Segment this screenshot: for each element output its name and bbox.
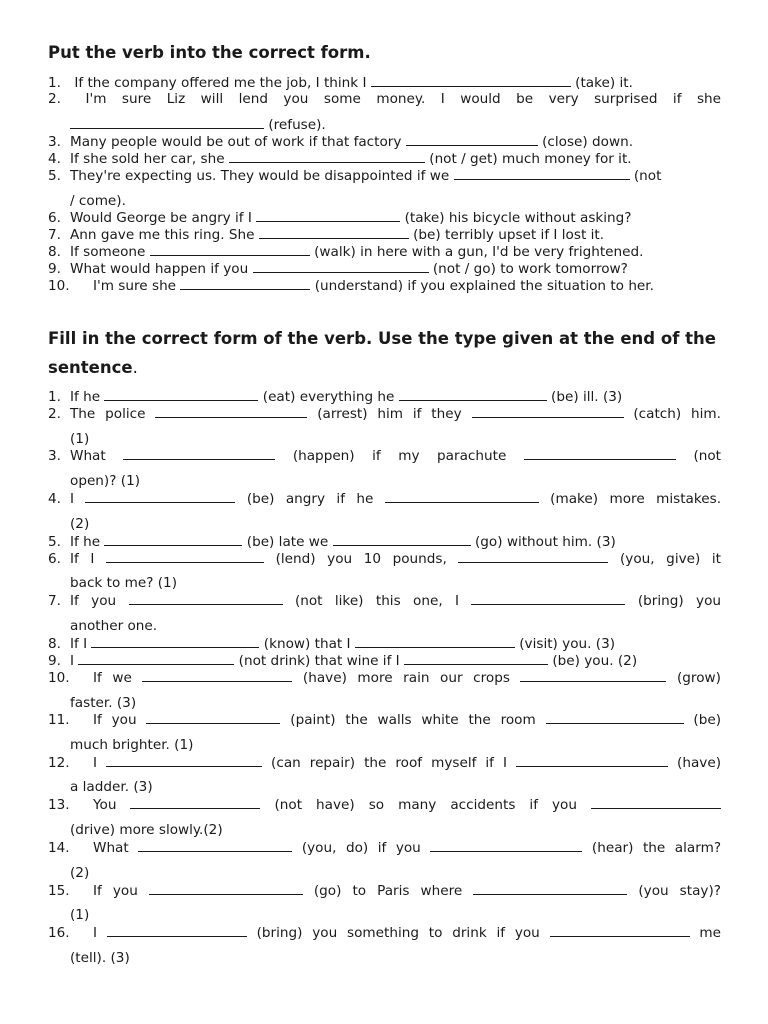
answer-blank[interactable] (471, 592, 625, 605)
list-item-continued: (1) (70, 907, 90, 923)
answer-blank[interactable] (516, 754, 668, 767)
list-item-continued: (tell). (3) (70, 950, 130, 966)
list-item-continued: (1) (70, 431, 90, 447)
answer-blank[interactable] (473, 882, 627, 895)
answer-blank[interactable] (591, 796, 721, 809)
list-item-continued: (refuse). (70, 116, 721, 134)
answer-blank[interactable] (259, 226, 409, 239)
list-item-continued: (2) (70, 865, 90, 881)
answer-blank[interactable] (150, 243, 310, 256)
list-item-continued: back to me? (1) (70, 575, 177, 591)
list-item: 2. I'm sure Liz will lend you some money. I would be very surprised if she (48, 91, 721, 107)
answer-blank[interactable] (404, 652, 548, 665)
answer-blank[interactable] (142, 669, 292, 682)
list-item: 5. They're expecting us. They would be disappointed if we (not (48, 168, 662, 184)
section1-title: Put the verb into the correct form. (48, 43, 371, 62)
list-item: 3. What (happen) if my parachute (not (48, 448, 722, 464)
answer-blank[interactable] (149, 882, 303, 895)
list-item: 12. I (can repair) the roof myself if I (have) (48, 755, 721, 771)
answer-blank[interactable] (333, 533, 471, 546)
list-item: 1. If the company offered me the job, I think I (take) it. (48, 75, 633, 91)
answer-blank[interactable] (123, 447, 275, 460)
answer-blank[interactable] (78, 652, 234, 665)
list-item-continued: (2) (70, 516, 90, 532)
answer-blank[interactable] (107, 924, 247, 937)
answer-blank[interactable] (454, 167, 630, 180)
answer-blank[interactable] (546, 711, 684, 724)
list-item: 7. Ann gave me this ring. She (be) terribly upset if I lost it. (48, 227, 605, 243)
answer-blank[interactable] (229, 150, 425, 163)
list-item-continued: / come). (70, 193, 126, 209)
answer-blank[interactable] (138, 839, 292, 852)
answer-blank[interactable] (253, 260, 429, 273)
list-item: 6. If I (lend) you 10 pounds, (you, give) it (48, 551, 721, 567)
list-item-continued: much brighter. (1) (70, 737, 194, 753)
answer-blank[interactable] (180, 277, 310, 290)
list-item: 10. I'm sure she (understand) if you explained the situation to her. (48, 278, 654, 294)
list-item: 11. If you (paint) the walls white the room (be) (48, 712, 722, 728)
answer-blank[interactable] (155, 405, 307, 418)
list-item: 9. I (not drink) that wine if I (be) you. (2) (48, 653, 638, 669)
list-item: 13. You (not have) so many accidents if you (48, 796, 721, 814)
answer-blank[interactable] (106, 754, 262, 767)
answer-blank[interactable] (371, 74, 571, 87)
list-item: 5. If he (be) late we (go) without him. (3) (48, 534, 616, 550)
list-item: 3. Many people would be out of work if that factory (close) down. (48, 134, 634, 150)
list-item: 1. If he (eat) everything he (be) ill. (3) (48, 389, 623, 405)
answer-blank[interactable] (104, 388, 258, 401)
answer-blank[interactable] (85, 490, 235, 503)
answer-blank[interactable] (256, 209, 400, 222)
list-item-continued: open)? (1) (70, 473, 141, 489)
list-item: 4. If she sold her car, she (not / get) much money for it. (48, 151, 632, 167)
list-item-continued: (drive) more slowly.(2) (70, 822, 223, 838)
list-item: 4. I (be) angry if he (make) more mistakes. (48, 491, 722, 507)
list-item: 6. Would George be angry if I (take) his bicycle without asking? (48, 210, 632, 226)
list-item-continued: faster. (3) (70, 695, 137, 711)
list-item-continued: another one. (70, 618, 158, 634)
answer-blank[interactable] (130, 796, 260, 809)
section2-title: Fill in the correct form of the verb. Use the type given at the end of the sentence. (48, 329, 716, 377)
list-item: 8. If someone (walk) in here with a gun, I'd be very frightened. (48, 244, 644, 260)
list-item: 7. If you (not like) this one, I (bring) you (48, 593, 722, 609)
answer-blank[interactable] (550, 924, 690, 937)
answer-blank[interactable] (524, 447, 676, 460)
answer-blank[interactable] (129, 592, 283, 605)
answer-blank[interactable] (70, 116, 264, 129)
answer-blank[interactable] (104, 533, 242, 546)
answer-blank[interactable] (91, 635, 259, 648)
answer-blank[interactable] (385, 490, 539, 503)
list-item: 9. What would happen if you (not / go) to work tomorrow? (48, 261, 628, 277)
list-item: 16. I (bring) you something to drink if you me (48, 925, 722, 941)
answer-blank[interactable] (520, 669, 666, 682)
list-item: 14. What (you, do) if you (hear) the alarm? (48, 840, 722, 856)
list-item-continued: a ladder. (3) (70, 779, 153, 795)
list-item: 2. The police (arrest) him if they (catch) him. (48, 406, 721, 422)
answer-blank[interactable] (458, 550, 608, 563)
answer-blank[interactable] (472, 405, 624, 418)
answer-blank[interactable] (106, 550, 264, 563)
list-item: 10. If we (have) more rain our crops (grow) (48, 670, 721, 686)
answer-blank[interactable] (146, 711, 280, 724)
answer-blank[interactable] (355, 635, 515, 648)
answer-blank[interactable] (406, 133, 538, 146)
answer-blank[interactable] (430, 839, 582, 852)
list-item: 8. If I (know) that I (visit) you. (3) (48, 636, 616, 652)
answer-blank[interactable] (399, 388, 547, 401)
list-item: 15. If you (go) to Paris where (you stay)? (48, 883, 721, 899)
